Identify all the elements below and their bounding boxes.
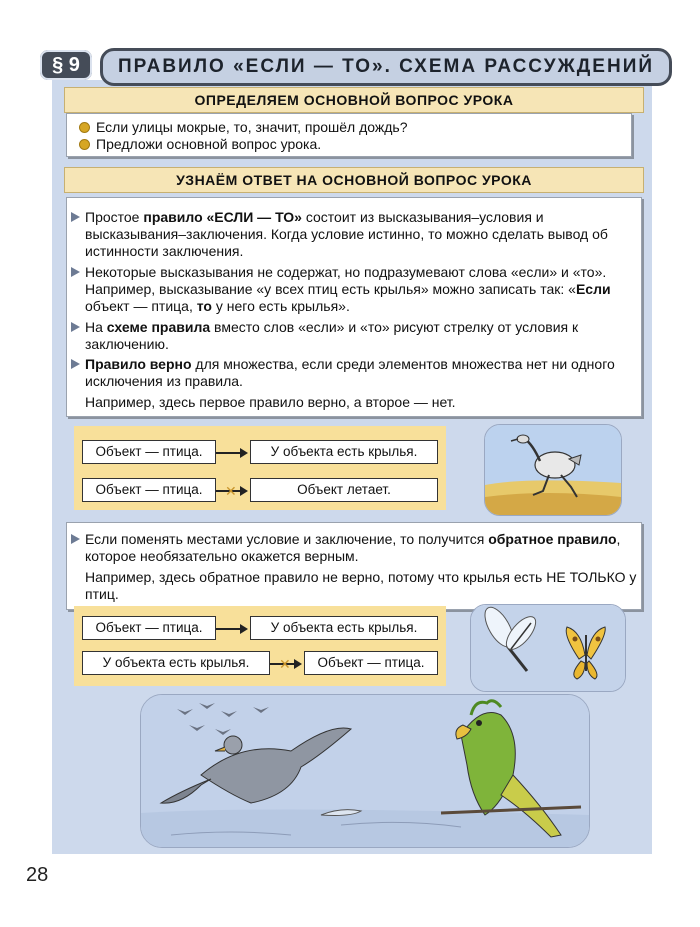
conclusion-box: Объект — птица. — [304, 651, 438, 675]
condition-box: Объект — птица. — [82, 478, 216, 502]
triangle-bullet-icon — [71, 534, 80, 544]
paragraph-inverse-example: Например, здесь обратное правило не верно, потому что крылья есть НЕ ТОЛЬКО у птиц. — [85, 569, 637, 602]
paragraph-scheme: На схеме правила вместо слов «если» и «то» рисуют стрелку от условия к заключению. — [85, 319, 645, 353]
cross-mark-icon: ✕ — [279, 656, 291, 672]
arrow-right-icon — [216, 452, 246, 454]
birds-illustration — [140, 694, 590, 848]
paragraph-inverse: Если поменять местами условие и заключение, то получится обратное правило, которое необязательно окажется верным. — [85, 531, 645, 565]
condition-box: У объекта есть крылья. — [82, 651, 270, 675]
paragraph-valid: Правило верно для множества, если среди элементов множества нет ни одного исключения из правила. — [85, 356, 645, 390]
bullet-dot-icon — [79, 139, 90, 150]
page-title: ПРАВИЛО «ЕСЛИ — ТО». СХЕМА РАССУЖДЕНИЙ — [100, 48, 672, 86]
paragraph-example: Например, здесь первое правило верно, а второе — нет. — [85, 394, 456, 410]
triangle-bullet-icon — [71, 359, 80, 369]
question-item: Если улицы мокрые, то, значит, прошёл дождь? — [79, 119, 408, 135]
condition-box: Объект — птица. — [82, 440, 216, 464]
rule-diagram-2 — [74, 606, 446, 686]
section-header — [40, 48, 670, 82]
triangle-bullet-icon — [71, 267, 80, 277]
band-lesson-answer: УЗНАЁМ ОТВЕТ НА ОСНОВНОЙ ВОПРОС УРОКА — [64, 167, 644, 193]
arrow-right-icon — [216, 628, 246, 630]
section-badge: § 9 — [40, 50, 92, 80]
questions-box — [66, 113, 632, 157]
conclusion-box: У объекта есть крылья. — [250, 440, 438, 464]
condition-box: Объект — птица. — [82, 616, 216, 640]
paragraph-implicit: Некоторые высказывания не содержат, но подразумевают слова «если» и «то». Например, высказывание «у всех птиц есть крылья» можно записать так: «Если объект — птица, то у него есть крылья». — [85, 264, 645, 315]
conclusion-box: У объекта есть крылья. — [250, 616, 438, 640]
bullet-dot-icon — [79, 122, 90, 133]
conclusion-box: Объект летает. — [250, 478, 438, 502]
triangle-bullet-icon — [71, 212, 80, 222]
question-item: Предложи основной вопрос урока. — [79, 136, 321, 152]
insects-illustration — [470, 604, 626, 692]
triangle-bullet-icon — [71, 322, 80, 332]
paragraph-rule: Простое правило «ЕСЛИ — ТО» состоит из высказывания–условия и высказывания–заключения. Когда условие истинно, то можно сделать вывод об истинности заключения. — [85, 209, 645, 260]
band-lesson-question: ОПРЕДЕЛЯЕМ ОСНОВНОЙ ВОПРОС УРОКА — [64, 87, 644, 113]
theory-box — [66, 197, 642, 417]
page-number: 28 — [26, 864, 49, 886]
rule-diagram-1 — [74, 426, 446, 510]
ostrich-illustration — [484, 424, 622, 516]
cross-mark-icon: ✕ — [225, 483, 237, 499]
inverse-rule-box — [66, 522, 642, 610]
